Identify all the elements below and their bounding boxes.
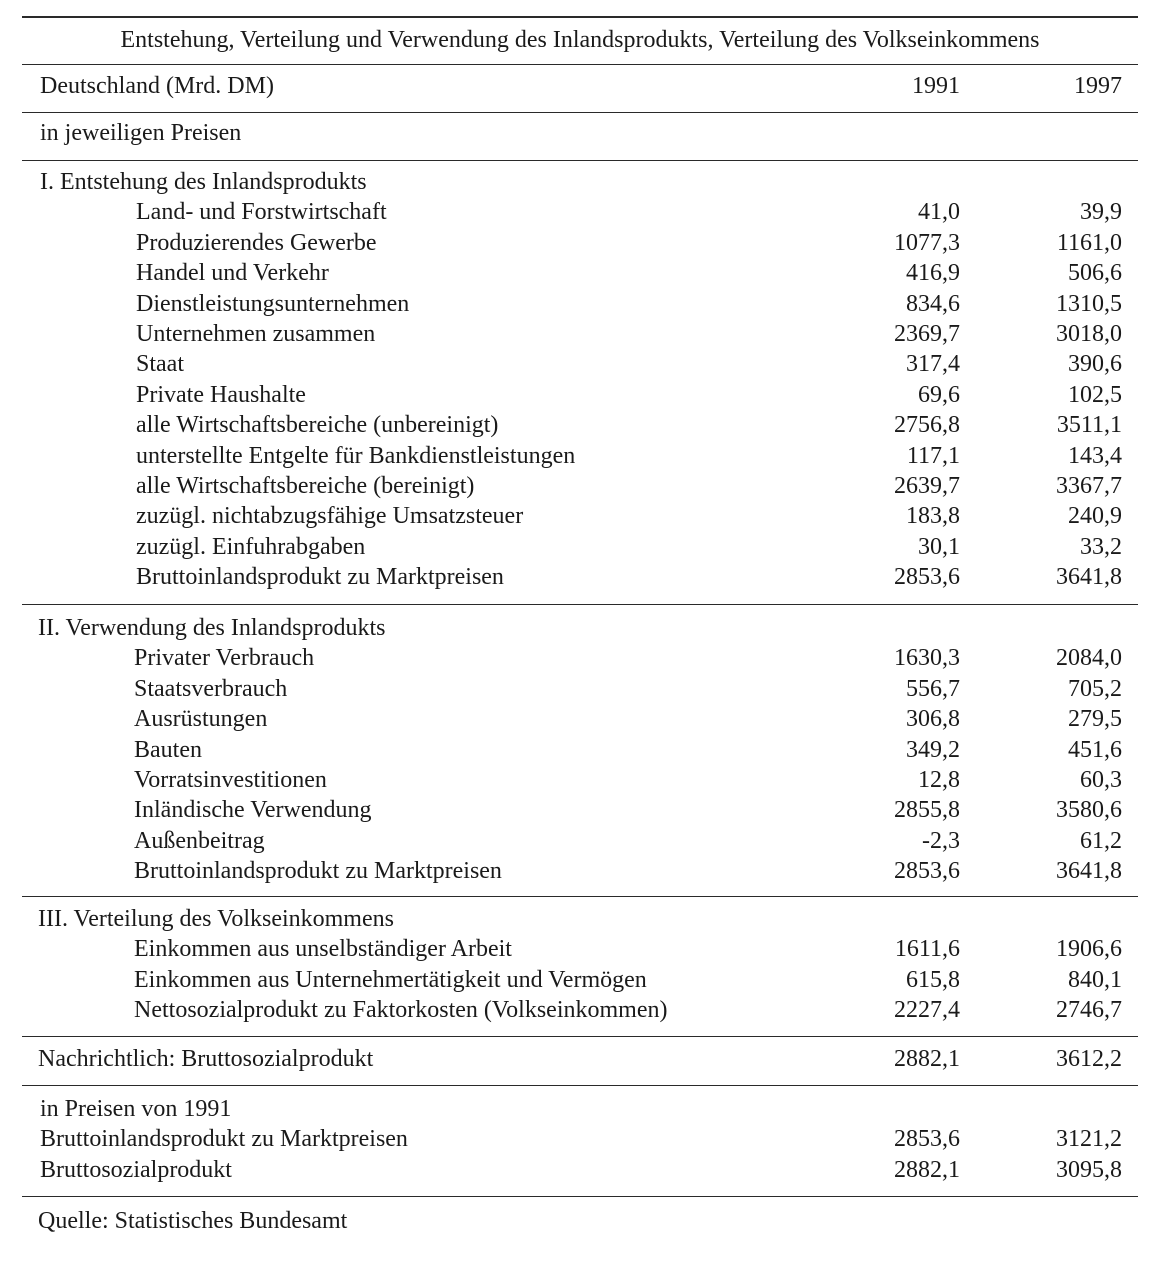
constant_prices-row (0, 1155, 1169, 1185)
section1-row-value-1997: 1310,5 (1056, 290, 1122, 317)
section2-row-value-1997: 3641,8 (1056, 858, 1122, 885)
section3-heading (0, 904, 1169, 934)
section1-row-value-1991: 2756,8 (894, 412, 960, 439)
constant_prices-heading (0, 1094, 1169, 1124)
section3-row-value-1997: 840,1 (1068, 966, 1122, 993)
section1-row-value-1997: 33,2 (1080, 533, 1122, 560)
section1-row-label: Land- und Forstwirtschaft (136, 199, 387, 226)
section1-row-label: unterstellte Entgelte für Bankdienstleistungen (136, 442, 576, 469)
section2-row (0, 735, 1169, 765)
section1-row-value-1991: 69,6 (918, 381, 960, 408)
section2-row-label: Staatsverbrauch (134, 675, 288, 702)
section2-row-value-1991: 306,8 (906, 706, 960, 733)
section1-row (0, 349, 1169, 379)
section1-row-value-1997: 143,4 (1068, 442, 1122, 469)
section1-row (0, 471, 1169, 501)
section1-row-value-1997: 3367,7 (1056, 473, 1122, 499)
bottom-rule (22, 1196, 1138, 1197)
section1-row-value-1991: 834,6 (906, 290, 960, 317)
section1-row-label: zuzügl. Einfuhrabgaben (136, 533, 366, 560)
top-rule (22, 16, 1138, 18)
section1-row (0, 410, 1169, 440)
section2-row-value-1991: -2,3 (922, 827, 960, 854)
section1-row-label: Staat (136, 351, 184, 378)
header-region-label: Deutschland (Mrd. DM) (40, 73, 274, 99)
constant_prices-row-value-1991: 2882,1 (894, 1156, 960, 1183)
section3-row-label: Einkommen aus unselbständiger Arbeit (134, 936, 512, 963)
section2-row-label: Vorratsinvestitionen (134, 767, 327, 793)
section3-row-value-1991: 615,8 (906, 966, 960, 993)
section3-heading-label: III. Verteilung des Volkseinkommens (38, 906, 394, 932)
section2-row-value-1997: 61,2 (1080, 827, 1122, 854)
constant_prices-row-label: Bruttosozialprodukt (40, 1156, 232, 1183)
header-year-1997: 1997 (1074, 73, 1122, 99)
section2-row-value-1991: 2855,8 (894, 797, 960, 824)
section1-row-label: Private Haushalte (136, 381, 306, 408)
section2-row-value-1997: 3580,6 (1056, 797, 1122, 824)
section1-row (0, 501, 1169, 531)
section3-row-label: Nettosozialprodukt zu Faktorkosten (Volkseinkommen) (134, 997, 668, 1024)
constant_prices-row-value-1997: 3121,2 (1056, 1126, 1122, 1153)
section1-row-value-1991: 30,1 (918, 533, 960, 560)
section1-row-label: Produzierendes Gewerbe (136, 229, 377, 256)
section1-row-value-1997: 240,9 (1068, 503, 1122, 530)
section3-row-label: Einkommen aus Unternehmertätigkeit und Vermögen (134, 966, 647, 993)
section1-row-label: alle Wirtschaftsbereiche (unbereinigt) (136, 412, 499, 439)
section3-row (0, 965, 1169, 995)
section1-row-value-1991: 41,0 (918, 199, 960, 226)
section1-row (0, 532, 1169, 562)
section1-heading (0, 167, 1169, 197)
section1-row-value-1991: 2639,7 (894, 473, 960, 499)
title-rule (22, 64, 1138, 65)
section1-row-value-1997: 3018,0 (1056, 321, 1122, 347)
section1-row-label: zuzügl. nichtabzugsfähige Umsatzsteuer (136, 503, 524, 530)
section3-row-value-1997: 1906,6 (1056, 936, 1122, 963)
section1-row-label: Bruttoinlandsprodukt zu Marktpreisen (136, 564, 504, 591)
section2-row-value-1991: 556,7 (906, 675, 960, 702)
memo-row (0, 1044, 1169, 1074)
section2-row (0, 795, 1169, 825)
section1-row-label: Unternehmen zusammen (136, 321, 376, 347)
section2-row-value-1997: 705,2 (1068, 675, 1122, 702)
section2-row-label: Privater Verbrauch (134, 645, 315, 672)
section2-row (0, 765, 1169, 795)
constant_prices-row-value-1997: 3095,8 (1056, 1156, 1122, 1183)
header-rule (22, 112, 1138, 113)
section3-rule (22, 1036, 1138, 1037)
section2-heading (0, 613, 1169, 643)
constant_prices-heading-label: in Preisen von 1991 (40, 1096, 232, 1122)
section1-row-value-1997: 102,5 (1068, 381, 1122, 408)
section1-row-value-1991: 183,8 (906, 503, 960, 530)
section1-heading-label: I. Entstehung des Inlandsprodukts (40, 169, 367, 195)
section1-row-value-1991: 317,4 (906, 351, 960, 378)
section2-row-value-1997: 2084,0 (1056, 645, 1122, 672)
section1-row-value-1991: 2853,6 (894, 564, 960, 591)
section1-row-label: alle Wirtschaftsbereiche (bereinigt) (136, 473, 475, 499)
table-title: Entstehung, Verteilung und Verwendung des Inlandsprodukts, Verteilung des Volkseinkommens (120, 27, 1040, 53)
section3-row-value-1991: 2227,4 (894, 997, 960, 1024)
section1-row-label: Dienstleistungsunternehmen (136, 290, 410, 317)
section1-row-label: Handel und Verkehr (136, 260, 329, 287)
section2-row (0, 826, 1169, 856)
section1-row (0, 258, 1169, 288)
section2-row-label: Bauten (134, 736, 202, 763)
section3-row-value-1997: 2746,7 (1056, 997, 1122, 1024)
section1-row-value-1997: 1161,0 (1056, 229, 1122, 256)
header-col-1991 (820, 71, 960, 101)
section1-row (0, 562, 1169, 592)
memo-rule (22, 1085, 1138, 1086)
section1-row-value-1991: 416,9 (906, 260, 960, 287)
constant_prices-row-value-1991: 2853,6 (894, 1126, 960, 1153)
section2-row-value-1991: 1630,3 (894, 645, 960, 672)
section2-rule (22, 896, 1138, 897)
section2-row-label: Ausrüstungen (134, 706, 268, 733)
memo-row-value-1997: 3612,2 (1056, 1046, 1122, 1072)
section1-row (0, 289, 1169, 319)
section1-row-value-1997: 506,6 (1068, 260, 1122, 287)
section1-row (0, 441, 1169, 471)
source-note: Quelle: Statistisches Bundesamt (38, 1208, 348, 1234)
section2-row (0, 856, 1169, 886)
section2-row (0, 674, 1169, 704)
section2-row-value-1991: 349,2 (906, 736, 960, 763)
section1-row (0, 197, 1169, 227)
price-basis-rule (22, 160, 1138, 161)
price-basis-label: in jeweiligen Preisen (40, 120, 242, 146)
section2-row-label: Außenbeitrag (134, 827, 265, 854)
section1-row-value-1997: 390,6 (1068, 351, 1122, 378)
section2-row-value-1991: 12,8 (918, 767, 960, 793)
section3-row (0, 995, 1169, 1025)
memo-row-label: Nachrichtlich: Bruttosozialprodukt (38, 1046, 374, 1072)
constant_prices-row-label: Bruttoinlandsprodukt zu Marktpreisen (40, 1126, 408, 1153)
section1-row (0, 319, 1169, 349)
header-col-1997 (980, 71, 1122, 101)
section1-row (0, 228, 1169, 258)
section2-row (0, 643, 1169, 673)
section2-heading-label: II. Verwendung des Inlandsprodukts (38, 615, 386, 641)
section2-row-value-1991: 2853,6 (894, 858, 960, 885)
section1-row-value-1991: 1077,3 (894, 229, 960, 256)
memo-row-value-1991: 2882,1 (894, 1046, 960, 1072)
section1-row-value-1997: 3511,1 (1056, 412, 1122, 439)
section2-row (0, 704, 1169, 734)
section1-row-value-1997: 3641,8 (1056, 564, 1122, 591)
section3-row (0, 934, 1169, 964)
section1-row-value-1997: 39,9 (1080, 199, 1122, 226)
section2-row-value-1997: 60,3 (1080, 767, 1122, 793)
section1-rule (22, 604, 1138, 605)
section1-row-value-1991: 117,1 (906, 442, 960, 469)
section2-row-label: Inländische Verwendung (134, 797, 372, 824)
constant_prices-row (0, 1124, 1169, 1154)
section2-row-label: Bruttoinlandsprodukt zu Marktpreisen (134, 858, 502, 885)
section2-row-value-1997: 279,5 (1068, 706, 1122, 733)
section2-row-value-1997: 451,6 (1068, 736, 1122, 763)
section3-row-value-1991: 1611,6 (894, 936, 960, 963)
header-year-1991: 1991 (912, 73, 960, 99)
section1-row (0, 380, 1169, 410)
section1-row-value-1991: 2369,7 (894, 321, 960, 347)
